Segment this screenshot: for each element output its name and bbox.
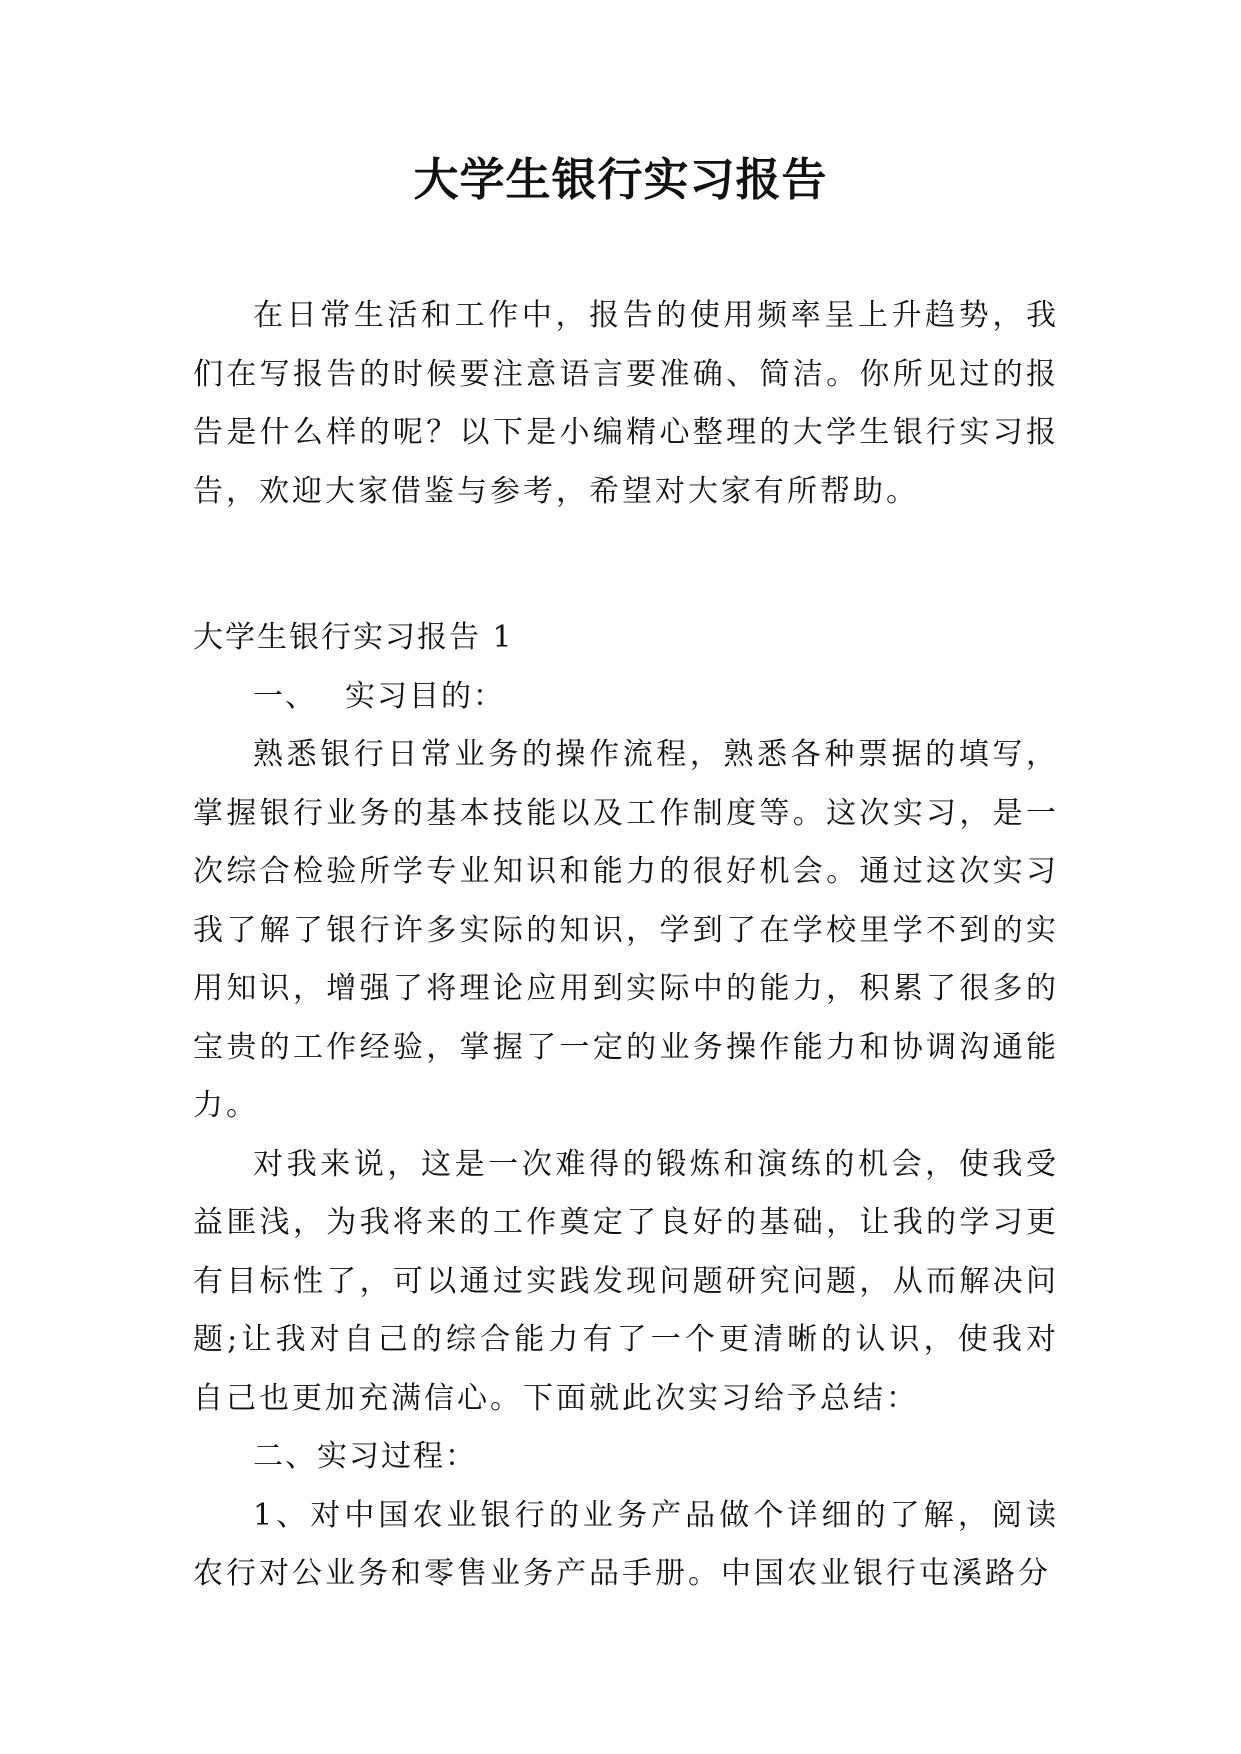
process-paragraph-1: 1、对中国农业银行的业务产品做个详细的了解，阅读农行对公业务和零售业务产品手册。中国农业银行屯溪路分 — [193, 1497, 1059, 1591]
purpose-heading-number: 一、 — [253, 678, 317, 714]
intro-paragraph: 在日常生活和工作中，报告的使用频率呈上升趋势，我们在写报告的时候要注意语言要准确、简洁。你所见过的报告是什么样的呢？以下是小编精心整理的大学生银行实习报告，欢迎大家借鉴与参考，希望对大家有所帮助。 — [193, 298, 1059, 509]
document-body — [193, 287, 1059, 1604]
process-heading: 二、实习过程： — [253, 1439, 477, 1474]
document-title: 大学生银行实习报告 — [413, 153, 828, 206]
purpose-paragraph-2: 对我来说，这是一次难得的锻炼和演练的机会，使我受益匪浅，为我将来的工作奠定了良好的基础，让我的学习更有目标性了，可以通过实践发现问题研究问题，从而解决问题;让我对自己的综合能力有了一个更清晰的认识，使我对自己也更加充满信心。下面就此次实习给予总结： — [193, 1146, 1059, 1416]
section-heading: 大学生银行实习报告 1 — [193, 620, 514, 655]
purpose-heading — [193, 668, 1059, 727]
purpose-paragraph-1: 熟悉银行日常业务的操作流程，熟悉各种票据的填写，掌握银行业务的基本技能以及工作制度等。这次实习，是一次综合检验所学专业知识和能力的很好机会。通过这次实习我了解了银行许多实际的知识，学到了在学校里学不到的实用知识，增强了将理论应用到实际中的能力，积累了很多的宝贵的工作经验，掌握了一定的业务操作能力和协调沟通能力。 — [193, 737, 1059, 1123]
purpose-heading-label: 实习目的： — [345, 678, 505, 714]
